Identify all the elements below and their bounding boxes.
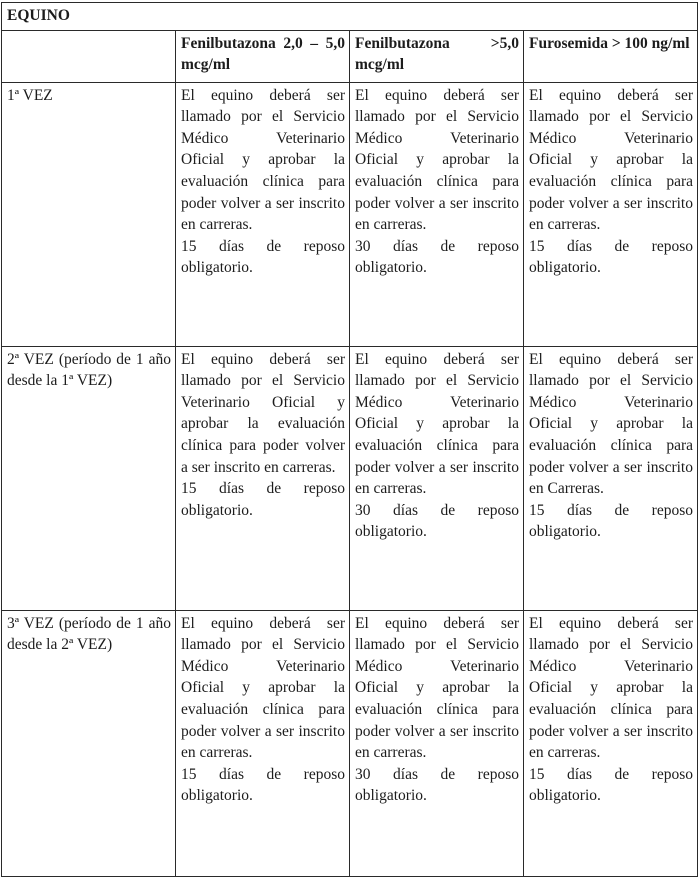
cell-requirement-text: El equino deberá ser llamado por el Servicio Médico Veterinario Oficial y aprobar la evaluación clínica para poder volver a ser inscrito en carreras.	[355, 614, 519, 762]
table-cell	[350, 82, 524, 346]
header-cell: Furosemida > 100 ng/ml	[524, 30, 698, 82]
table-header-row	[2, 30, 698, 82]
table-row	[2, 82, 698, 346]
table-row	[2, 610, 698, 876]
table-title: EQUINO	[2, 3, 698, 31]
cell-requirement-text: El equino deberá ser llamado por el Servicio Veterinario Oficial y aprobar la evaluación clínica para poder volver a ser inscrito en carreras.	[181, 350, 345, 476]
cell-rest-text: 30 días de reposo obligatorio.	[355, 501, 519, 541]
cell-rest-text: 15 días de reposo obligatorio.	[181, 480, 345, 519]
cell-requirement-text: El equino deberá ser llamado por el Servicio Médico Veterinario Oficial y aprobar la evaluación clínica para poder volver a ser inscrito en Carreras.	[529, 350, 693, 498]
cell-requirement-text: El equino deberá ser llamado por el Servicio Médico Veterinario Oficial y aprobar la evaluación clínica para poder volver a ser inscrito en carreras.	[181, 614, 345, 762]
table-row	[2, 346, 698, 610]
table-cell	[176, 346, 350, 610]
cell-rest-text: 15 días de reposo obligatorio.	[181, 237, 345, 277]
penalty-table	[1, 2, 698, 877]
header-cell: Fenilbutazona >5,0 mcg/ml	[350, 30, 524, 82]
cell-requirement-text: El equino deberá ser llamado por el Servicio Médico Veterinario Oficial y aprobar la evaluación clínica para poder volver a ser inscrito en carreras.	[355, 350, 519, 498]
table-cell	[176, 82, 350, 346]
cell-rest-text: 15 días de reposo obligatorio.	[529, 237, 693, 277]
cell-rest-text: 15 días de reposo obligatorio.	[181, 765, 345, 805]
cell-rest-text: 15 días de reposo obligatorio.	[529, 501, 693, 541]
table-title-row	[2, 3, 698, 31]
cell-rest-text: 30 días de reposo obligatorio.	[355, 237, 519, 277]
table-cell	[350, 346, 524, 610]
cell-requirement-text: El equino deberá ser llamado por el Servicio Médico Veterinario Oficial y aprobar la evaluación clínica para poder volver a ser inscrito en carreras.	[181, 86, 345, 234]
cell-requirement-text: El equino deberá ser llamado por el Servicio Médico Veterinario Oficial y aprobar la evaluación clínica para poder volver a ser inscrito en carreras.	[529, 86, 693, 234]
table-cell	[176, 610, 350, 876]
cell-requirement-text: El equino deberá ser llamado por el Servicio Médico Veterinario Oficial y aprobar la evaluación clínica para poder volver a ser inscrito en carreras.	[355, 86, 519, 234]
header-cell-empty	[2, 30, 176, 82]
row-label: 1ª VEZ	[2, 82, 176, 346]
row-label: 2ª VEZ (período de 1 año desde la 1ª VEZ)	[2, 346, 176, 610]
cell-rest-text: 15 días de reposo obligatorio.	[529, 765, 693, 805]
table-cell	[350, 610, 524, 876]
table-cell	[524, 346, 698, 610]
table-cell	[524, 82, 698, 346]
header-cell: Fenilbutazona 2,0 – 5,0 mcg/ml	[176, 30, 350, 82]
row-label: 3ª VEZ (período de 1 año desde la 2ª VEZ)	[2, 610, 176, 876]
cell-requirement-text: El equino deberá ser llamado por el Servicio Médico Veterinario Oficial y aprobar la evaluación clínica para poder volver a ser inscrito en carreras.	[529, 614, 693, 762]
cell-rest-text: 30 días de reposo obligatorio.	[355, 765, 519, 805]
table-cell	[524, 610, 698, 876]
